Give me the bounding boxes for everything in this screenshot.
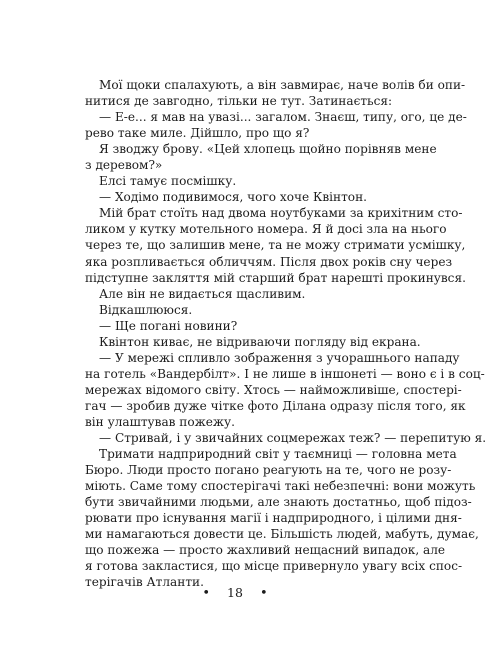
right-ornament: • xyxy=(259,586,268,601)
text-line: міють. Саме тому спостерігачі такі небезпечні: вони можуть xyxy=(85,479,476,494)
text-line: він улаштував пожежу. xyxy=(85,414,236,429)
text-line: ми намагаються довести це. Більшість людей, мабуть, думає, xyxy=(85,527,479,542)
text-line: Тримати надприродний світ у таємниці — головна мета xyxy=(99,447,457,462)
text-line: ликом у кутку мотельного номера. Я й досі зла на нього xyxy=(85,222,447,237)
text-line: — Стривай, і у звичайних соцмережах теж? — перепитую я. xyxy=(99,431,486,446)
text-line: гач — зробив дуже чітке фото Ділана одразу після того, як xyxy=(85,398,466,413)
text-line: Мій брат стоїть над двома ноутбуками за крихітним сто- xyxy=(99,206,463,221)
left-ornament: • xyxy=(202,586,211,601)
text-line: підступне закляття мій старший брат нарешті прокинувся. xyxy=(85,270,466,285)
text-line: — У мережі спливло зображення з учорашнього нападу xyxy=(99,350,460,365)
text-line: — Ходімо подивимося, чого хоче Квінтон. xyxy=(99,190,367,205)
text-line: терігачів Атланти. xyxy=(85,575,204,590)
text-line: мережах відомого світу. Хтось — найможливіше, спостері- xyxy=(85,382,462,397)
text-line: бути звичайними людьми, але знають достатньо, щоб підоз- xyxy=(85,495,472,510)
text-line: Відкашлююся. xyxy=(99,302,193,317)
text-line: рево таке миле. Дійшло, про що я? xyxy=(85,126,310,141)
text-line: — Ще погані новини? xyxy=(99,318,238,333)
text-line: рювати про існування магії і надприродного, і цілими дня- xyxy=(85,511,462,526)
page-footer xyxy=(0,585,470,601)
text-line: Елсі тамує посмішку. xyxy=(99,174,237,189)
text-line: Мої щоки спалахують, а він завмирає, наче волів би опи- xyxy=(99,78,466,92)
text-line: з деревом?» xyxy=(85,158,163,173)
text-line: яка розпливається обличчям. Після двох років сну через xyxy=(85,254,453,269)
text-line: нитися де завгодно, тільки не тут. Затинається: xyxy=(85,94,393,109)
text-line: я готова закластися, що місце привернуло увагу всіх спос- xyxy=(85,559,463,574)
page-number: 18 xyxy=(227,585,243,600)
body-text xyxy=(85,77,486,591)
text-line: на готель «Вандербілт». І не лише в іншонеті — воно є і в соц- xyxy=(85,366,485,381)
text-line: Квінтон киває, не відриваючи погляду від екрана. xyxy=(99,334,421,349)
text-line: через те, що залишив мене, та не можу стримати усмішку, xyxy=(85,238,466,253)
text-line: що пожежа — просто жахливий нещасний випадок, але xyxy=(85,543,446,558)
text-line: Я зводжу брову. «Цей хлопець щойно порівняв мене xyxy=(99,142,437,157)
text-line: Але він не видається щасливим. xyxy=(99,286,306,301)
text-line: — Е-е... я мав на увазі... загалом. Знаєш, типу, ого, це де- xyxy=(99,110,467,125)
text-line: Бюро. Люди просто погано реагують на те, чого не розу- xyxy=(85,463,452,478)
